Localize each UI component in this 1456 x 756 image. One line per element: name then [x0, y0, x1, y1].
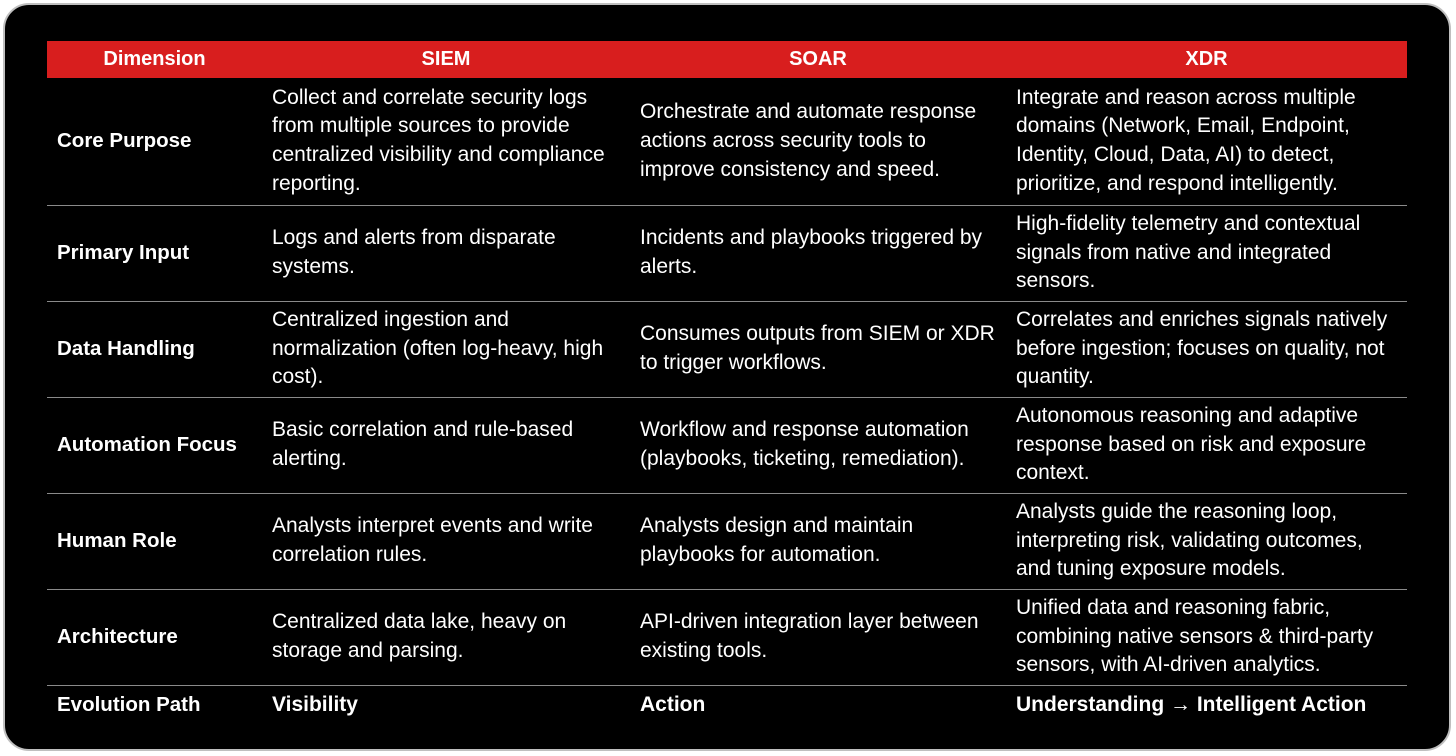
- row-label-primary-input: Primary Input: [47, 205, 262, 301]
- table-row: [47, 493, 1407, 589]
- cell-soar: Workflow and response automation (playbooks, ticketing, remediation).: [630, 397, 1006, 493]
- cell-xdr: Integrate and reason across multiple domains (Network, Email, Endpoint, Identity, Cloud, Data, AI) to detect, prioritize, and respond intelligently.: [1006, 78, 1407, 205]
- slide-frame: [3, 3, 1451, 751]
- row-label-data-handling: Data Handling: [47, 301, 262, 397]
- cell-xdr: Understanding → Intelligent Action: [1016, 692, 1367, 716]
- cell-siem: Centralized data lake, heavy on storage and parsing.: [262, 589, 630, 685]
- row-label-human-role: Human Role: [47, 493, 262, 589]
- table-row: [47, 301, 1407, 397]
- cell-siem: Analysts interpret events and write correlation rules.: [262, 493, 630, 589]
- cell-siem: Centralized ingestion and normalization (often log-heavy, high cost).: [262, 301, 630, 397]
- cell-xdr: Autonomous reasoning and adaptive response based on risk and exposure context.: [1006, 397, 1407, 493]
- table-row: [47, 205, 1407, 301]
- cell-xdr: Correlates and enriches signals natively before ingestion; focuses on quality, not quantity.: [1006, 301, 1407, 397]
- cell-siem: Visibility: [272, 692, 358, 716]
- table-row: [47, 78, 1407, 205]
- comparison-table: [47, 41, 1407, 725]
- cell-soar: API-driven integration layer between existing tools.: [630, 589, 1006, 685]
- header-xdr: XDR: [1006, 41, 1407, 78]
- table-row: [47, 685, 1407, 725]
- cell-soar: Consumes outputs from SIEM or XDR to trigger workflows.: [630, 301, 1006, 397]
- header-dimension: Dimension: [47, 41, 262, 78]
- cell-xdr: High-fidelity telemetry and contextual signals from native and integrated sensors.: [1006, 205, 1407, 301]
- header-siem: SIEM: [262, 41, 630, 78]
- header-soar: SOAR: [630, 41, 1006, 78]
- cell-soar: Action: [640, 692, 706, 716]
- cell-soar: Orchestrate and automate response actions across security tools to improve consistency and speed.: [630, 78, 1006, 205]
- cell-soar: Incidents and playbooks triggered by alerts.: [630, 205, 1006, 301]
- row-label-evolution-path: Evolution Path: [57, 692, 201, 716]
- cell-soar: Analysts design and maintain playbooks for automation.: [630, 493, 1006, 589]
- row-label-architecture: Architecture: [47, 589, 262, 685]
- cell-xdr: Analysts guide the reasoning loop, interpreting risk, validating outcomes, and tuning exposure models.: [1006, 493, 1407, 589]
- cell-siem: Basic correlation and rule-based alerting.: [262, 397, 630, 493]
- table-row: [47, 589, 1407, 685]
- header-row: [47, 41, 1407, 78]
- cell-xdr: Unified data and reasoning fabric, combining native sensors & third-party sensors, with AI-driven analytics.: [1006, 589, 1407, 685]
- table-row: [47, 397, 1407, 493]
- cell-siem: Logs and alerts from disparate systems.: [262, 205, 630, 301]
- cell-siem: Collect and correlate security logs from multiple sources to provide centralized visibility and compliance reporting.: [262, 78, 630, 205]
- row-label-core-purpose: Core Purpose: [47, 78, 262, 205]
- row-label-automation-focus: Automation Focus: [47, 397, 262, 493]
